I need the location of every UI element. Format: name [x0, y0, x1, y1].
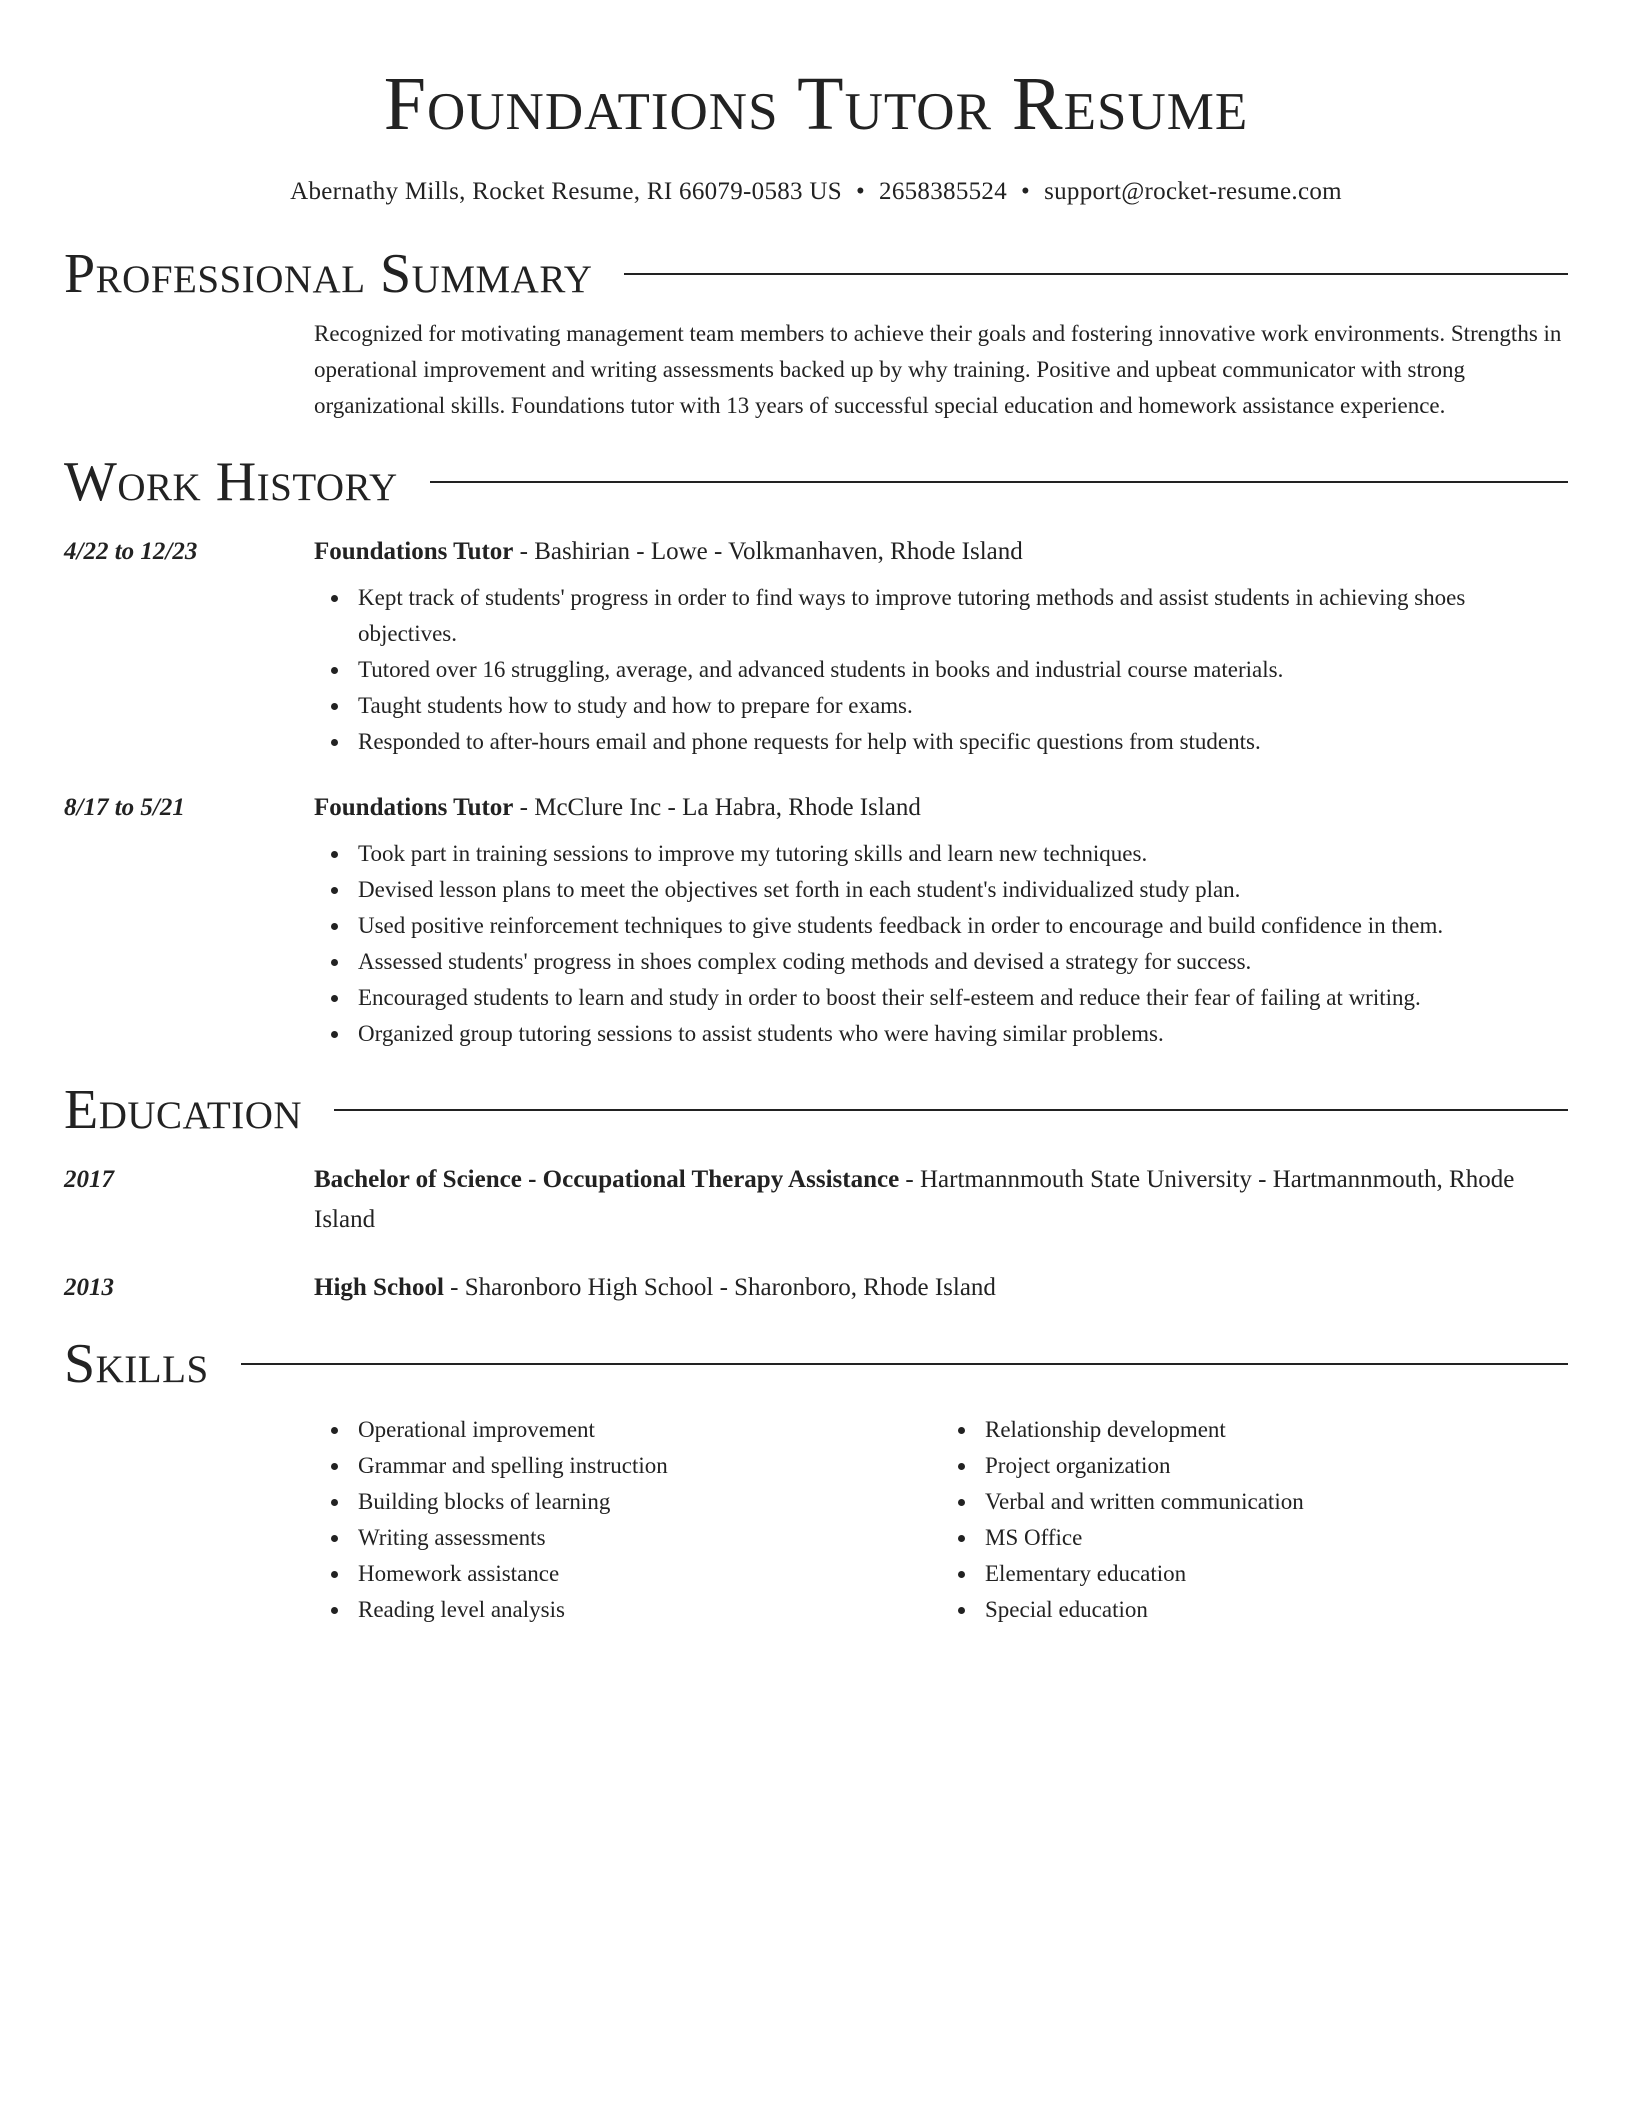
- education-body: [314, 1268, 1568, 1308]
- education-heading: Education: [64, 1079, 303, 1141]
- education-line: [314, 1160, 1568, 1240]
- job-dates: 4/22 to 12/23: [64, 538, 198, 565]
- job-dates: 8/17 to 5/21: [64, 794, 185, 821]
- skills-column-left: [314, 1412, 941, 1628]
- education-year: 2013: [64, 1274, 114, 1301]
- list-item: Taught students how to study and how to prepare for exams.: [358, 688, 1568, 724]
- job-title: Foundations Tutor: [314, 794, 514, 821]
- list-item: Devised lesson plans to meet the objectives set forth in each student's individualized study plan.: [358, 872, 1568, 908]
- job-details: - McClure Inc - La Habra, Rhode Island: [513, 794, 921, 821]
- contact-email[interactable]: support@rocket-resume.com: [1044, 178, 1342, 205]
- skills-column-right: [941, 1412, 1568, 1628]
- job-bullets: [314, 836, 1568, 1052]
- contact-address: Abernathy Mills, Rocket Resume, RI 66079-0583 US: [290, 178, 842, 205]
- contact-line: [64, 178, 1568, 206]
- education-year: 2017: [64, 1166, 114, 1193]
- summary-text: Recognized for motivating management team members to achieve their goals and fostering innovative work environments. Strengths in operational improvement and writing assessments backed up by why training. Positive and upbeat communicator with strong organizational skills. Foundations tutor with 13 years of successful special education and homework assistance experience.: [314, 321, 1562, 418]
- education-body: [314, 1160, 1568, 1240]
- skills-heading: Skills: [64, 1333, 209, 1395]
- education-degree: Bachelor of Science - Occupational Therapy Assistance: [314, 1166, 900, 1193]
- job-heading-line: [314, 788, 1568, 828]
- skill-item: Operational improvement: [358, 1412, 941, 1448]
- list-item: Assessed students' progress in shoes complex coding methods and devised a strategy for success.: [358, 944, 1568, 980]
- job-body: [314, 788, 1568, 1052]
- education-line: [314, 1268, 1568, 1308]
- list-item: Took part in training sessions to improve my tutoring skills and learn new techniques.: [358, 836, 1568, 872]
- skill-item: Verbal and written communication: [985, 1484, 1568, 1520]
- job-entry: [64, 532, 1568, 760]
- section-divider: [430, 481, 1568, 483]
- education-details: - Sharonboro High School - Sharonboro, Rhode Island: [443, 1274, 996, 1301]
- work-heading: Work History: [64, 451, 398, 513]
- work-section-header: [64, 451, 1568, 513]
- skills-list: [314, 1412, 1568, 1628]
- education-section-header: [64, 1079, 1568, 1141]
- skill-item: Building blocks of learning: [358, 1484, 941, 1520]
- contact-separator: •: [855, 178, 866, 205]
- skills-section-header: [64, 1333, 1568, 1395]
- resume-title: Foundations Tutor Resume: [383, 62, 1249, 146]
- education-details: - Hartmannmouth State University - Hartmannmouth, Rhode Island: [314, 1166, 1515, 1233]
- skill-item: Project organization: [985, 1448, 1568, 1484]
- section-divider: [241, 1363, 1568, 1365]
- skill-item: Special education: [985, 1592, 1568, 1628]
- list-item: Organized group tutoring sessions to assist students who were having similar problems.: [358, 1016, 1568, 1052]
- list-item: Encouraged students to learn and study in order to boost their self-esteem and reduce their fear of failing at writing.: [358, 980, 1568, 1016]
- list-item: Tutored over 16 struggling, average, and advanced students in books and industrial course materials.: [358, 652, 1568, 688]
- job-details: - Bashirian - Lowe - Volkmanhaven, Rhode Island: [513, 538, 1023, 565]
- summary-heading: Professional Summary: [64, 243, 593, 305]
- skill-item: Elementary education: [985, 1556, 1568, 1592]
- summary-section-header: [64, 243, 1568, 305]
- education-entry: [64, 1160, 1568, 1240]
- section-divider: [624, 273, 1568, 275]
- skill-item: Grammar and spelling instruction: [358, 1448, 941, 1484]
- contact-separator: •: [1021, 178, 1031, 205]
- job-heading-line: [314, 532, 1568, 572]
- skill-item: Reading level analysis: [358, 1592, 941, 1628]
- contact-phone: 2658385524: [879, 178, 1008, 205]
- skill-item: Writing assessments: [358, 1520, 941, 1556]
- skill-item: Relationship development: [985, 1412, 1568, 1448]
- skill-item: MS Office: [985, 1520, 1568, 1556]
- job-bullets: [314, 580, 1568, 760]
- job-body: [314, 532, 1568, 760]
- skill-item: Homework assistance: [358, 1556, 941, 1592]
- job-entry: [64, 788, 1568, 1052]
- education-degree: High School: [314, 1274, 444, 1301]
- education-entry: [64, 1268, 1568, 1308]
- list-item: Responded to after-hours email and phone requests for help with specific questions from students.: [358, 724, 1568, 760]
- list-item: Used positive reinforcement techniques to give students feedback in order to encourage and build confidence in them.: [358, 908, 1568, 944]
- section-divider: [334, 1109, 1568, 1111]
- list-item: Kept track of students' progress in order to find ways to improve tutoring methods and assist students in achieving shoes objectives.: [358, 580, 1568, 652]
- job-title: Foundations Tutor: [314, 538, 514, 565]
